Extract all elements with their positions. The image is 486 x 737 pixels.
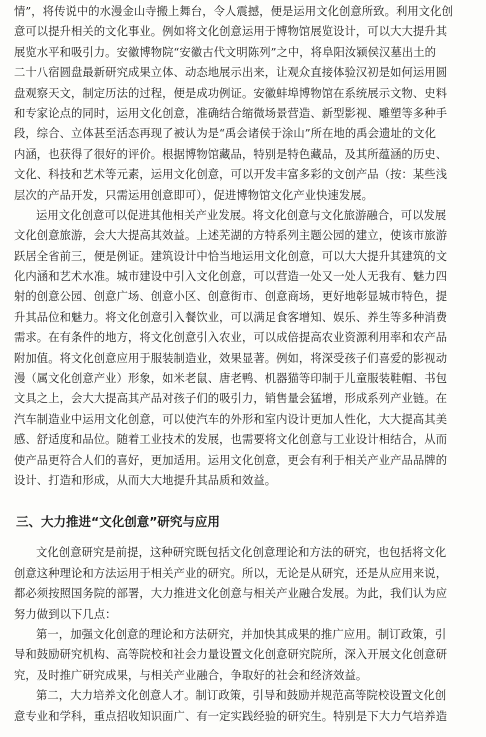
text-line: 层次的产品开发，只需运用创意即可），促进博物馆文化产业快速发展。: [14, 188, 374, 202]
text-line: 文具之上，会大大提高其产品对孩子们的吸引力，销售量会猛增，形成系列产业链。在: [14, 392, 448, 406]
text-line: 第一，加强文化创意的理论和方法研究，并加快其成果的推广应用。制订政策，引: [36, 627, 447, 641]
text-line: 文化创意研究是前提，这种研究既包括文化创意理论和方法的研究，也包括将文化: [36, 546, 447, 560]
text-line: 射的创意公园、创意广场、创意小区、创意街市、创意商场，更好地彰显城市特色，提: [14, 290, 448, 304]
paragraph-related-industries: [14, 206, 478, 491]
text-line: 努力做到以下几点：: [14, 607, 117, 621]
text-line: 段，综合、立体甚至活态再现了被认为是“禹会诸侯于涂山”所在地的禹会遗址的文化: [14, 127, 437, 141]
heading-gap: [14, 533, 478, 543]
text-line: 内涵，也获得了很好的评价。根据博物馆藏品，特别是特色藏品，及其所蕴涵的历史、: [14, 147, 448, 161]
text-line: 运用文化创意可以促进其他相关产业发展。将文化创意与文化旅游融合，可以发展: [36, 208, 447, 222]
text-line: 化内涵和艺术水准。城市建设中引入文化创意，可以营造一处又一处人无我有、魅力四: [14, 270, 448, 284]
text-line: 第二，大力培养文化创意人才。制订政策，引导和鼓励并规范高等院校设置文化创: [36, 689, 447, 703]
text-line: 创意这种理论和方法运用于相关产业的研究。所以，无论是从研究，还是从应用来说，: [14, 566, 448, 580]
text-line: 汽车制造业中运用文化创意，可以使汽车的外形和室内设计更加人性化，大大提高其美: [14, 412, 448, 426]
text-line: 情”，将传说中的水漫金山寺搬上舞台，令人震撼，便是运用文化创意所致。利用文化创: [14, 5, 453, 18]
text-line: 附加值。将文化创意应用于服装制造业，效果显著。例如，将深受孩子们喜爱的影视动: [14, 351, 448, 365]
text-line: 文化、科技和艺术等元素，运用文化创意，可以开发丰富多彩的文创产品（按：某些浅: [14, 168, 448, 182]
text-line: 盘观察天文，制定历法的过程，便是成功例证。安徽蚌埠博物馆在系统展示文物、史料: [14, 86, 448, 100]
paragraph-museum: [14, 2, 478, 206]
text-line: 意专业和学科，重点招收知识面广、有一定实践经验的研究生。特别是下大力气培养造: [14, 709, 448, 723]
text-line: 展览水平和吸引力。安徽博物院“安徽古代文明陈列”之中，将阜阳汝颍侯汉墓出土的: [14, 45, 437, 59]
text-line: 意可以提升相关的文化事业。例如将文化创意运用于博物馆展览设计，可以大大提升其: [14, 25, 448, 39]
text-line: 感、舒适度和品位。随着工业技术的发展，也需要将文化创意与工业设计相结合，从而: [14, 433, 448, 447]
text-line: 二十八宿圆盘最新研究成果立体、动态地展示出来，让观众直接体验汉初是如何运用圆: [14, 66, 448, 80]
section-heading: 三、大力推进“文化创意”研究与应用: [16, 514, 220, 530]
paragraph-point-two: [14, 686, 478, 727]
section-gap: [14, 491, 478, 511]
text-line: 都必须按照国务院的部署，大力推进文化创意与相关产业融合发展。为此，我们认为应: [14, 587, 448, 601]
text-line: 跃居全省前三，便是例证。建筑设计中恰当地运用文化创意，可以大大提升其建筑的文: [14, 249, 448, 263]
text-line: 文化创意旅游，会大大提高其效益。上述芜湖的方特系列主题公园的建立，使该市旅游: [14, 229, 448, 243]
text-line: 和专家论点的同时，运用文化创意，准确结合缩微场景营造、新型影视、雕塑等多种手: [14, 106, 448, 120]
text-line: 导和鼓励研究机构、高等院校和社会力量设置文化创意研究院所，深入开展文化创意研: [14, 648, 448, 662]
text-line: 需求。在有条件的地方，将文化创意引入农业，可以成倍提高农业资源利用率和农产品: [14, 331, 448, 345]
text-line: 漫（属文化创意产业）形象，如米老鼠、唐老鸭、机器猫等印制于儿童服装鞋帽、书包: [14, 372, 448, 386]
text-line: 升其品位和魅力。将文化创意引入餐饮业，可以满足食客增知、娱乐、养生等多种消费: [14, 310, 448, 324]
text-line: 使产品更符合人们的喜好，更加适用。运用文化创意，更会有利于相关产业产品品牌的: [14, 453, 448, 467]
text-line: 究，及时推广研究成果，与相关产业融合，争取好的社会和经济效益。: [14, 668, 368, 682]
text-line: 设计、打造和形成，从而大大地提升其品质和效益。: [14, 473, 277, 487]
paragraph-research-premise: [14, 543, 478, 625]
paragraph-point-one: [14, 625, 478, 686]
